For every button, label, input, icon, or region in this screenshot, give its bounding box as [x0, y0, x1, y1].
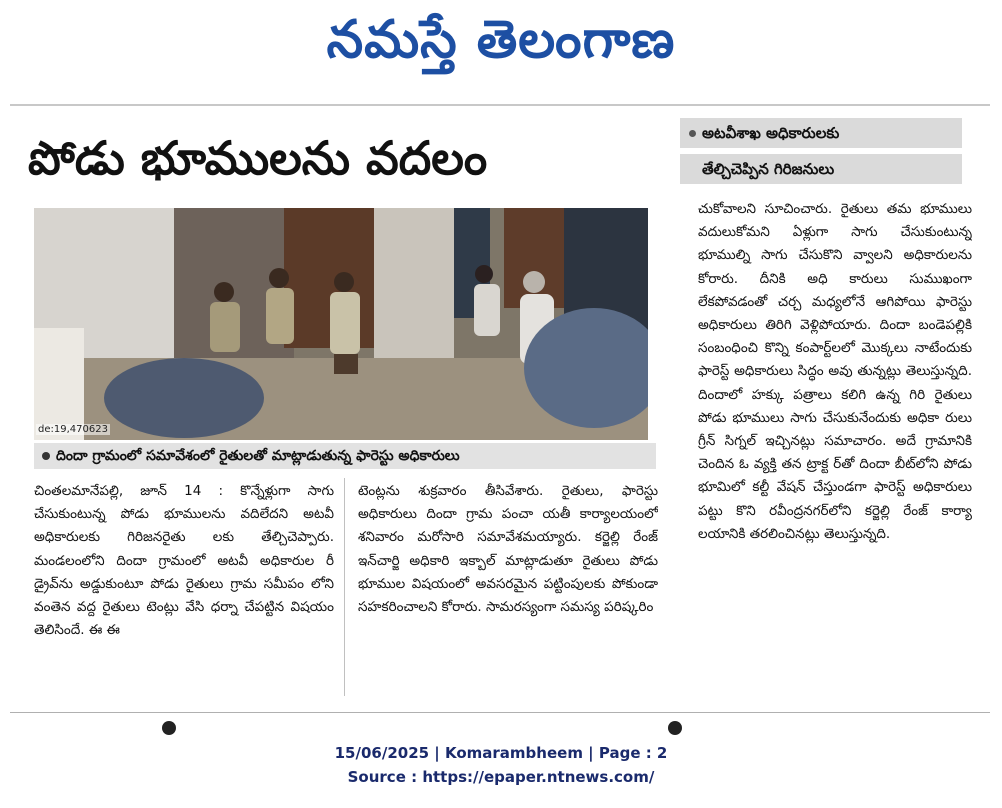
top-divider: [10, 104, 990, 106]
edition-info: 15/06/2025 | Komarambheem | Page : 2: [334, 744, 668, 762]
bullet-icon: [42, 452, 50, 460]
bottom-divider: [10, 712, 990, 713]
photo-id-code: de:19,470623: [38, 424, 108, 435]
subheadline-line-1: [680, 118, 962, 148]
column-3-text: చుకోవాలని సూచించారు. రైతులు తమ భూములు వదులుకోమని ఏళ్లుగా సాగు చేసుకుంటున్న భూముల్ని సాగు చేసుకొని వ్వాలని అధికారులను కోరారు. దీనికి అధి కారులు సుముఖంగా లేకపోవడంతో చర్చ మధ్యలోనే ఆగిపోయి ఫారెస్టు అధికారులు తిరిగి వెళ్లిపోయారు. దిందా బండెపల్లికి సంబంధించి కొన్ని కంపార్ట్‌లలో మొక్కలు నాటేందుకు ఫారెస్ట్ అధికారులు సిద్ధం అవు తున్నట్లు తెలుస్తున్నది. దిందాలో హక్కు పత్రాలు కలిగి ఉన్న గిరి రైతులు పోడు భూములు సాగు చేసుకునేందుకు అధికా రులు గ్రీన్ సిగ్నల్ ఇచ్చినట్లు సమాచారం. అదే గ్రామానికి చెందిన ఓ వ్యక్తి తన ట్రాక్ట ర్‌తో దిందా బీట్‌లోని పోడు భూమిలో కల్టీ వేషన్ చేస్తుండగా ఫారెస్ట్ అధికారులు పట్టు కొని రవీంద్రనగర్‌లోని కర్జెల్లి రేంజ్ కార్యా లయానికి తరలించినట్లు తెలుస్తున్నది.: [698, 201, 972, 542]
photo-illustration: [34, 208, 648, 440]
article-column-3: [698, 198, 972, 696]
column-2-text: టెంట్లను శుక్రవారం తీసివేశారు. రైతులు, ఫారెస్టు అధికారులు దిందా గ్రామ పంచా యతీ కార్యాలయంలో శనివారం మరోసారి సమావేశమయ్యారు. కర్జెల్లి రేంజ్ ఇన్‌చార్జి అధికారి ఇక్బాల్ మాట్లాడుతూ రైతులు పోడు భూముల విషయంలో అవసరమైన పట్టింపులకు పోకుండా సహకరించాలని కోరారు. సామరస్యంగా సమస్య పరిష్కరిం: [358, 483, 658, 616]
source-link[interactable]: Source : https://epaper.ntnews.com/: [347, 768, 655, 786]
caption-text: దిందా గ్రామంలో సమావేశంలో రైతులతో మాట్లాడుతున్న ఫారెస్టు అధికారులు: [56, 448, 460, 464]
subheadline-line-2: [680, 154, 962, 184]
article-column-1: [34, 480, 334, 700]
bullet-icon: [689, 130, 696, 137]
photo-caption: [34, 443, 656, 469]
subheadline-box: [680, 118, 962, 184]
subheadline-text-2: తేల్చిచెప్పిన గిరిజనులు: [702, 160, 835, 178]
newspaper-masthead: నమస్తే తెలంగాణ: [326, 10, 676, 70]
article-column-2: [358, 480, 658, 700]
column-divider: [344, 478, 345, 696]
news-photo: [34, 208, 648, 440]
column-1-text: చింతలమానేపల్లి, జూన్ 14 : కొన్నేళ్లుగా సాగు చేసుకుంటున్న పోడు భూములను వదిలేదని అటవీ అధికారులకు గిరిజనరైతు లకు తేల్చిచెప్పారు. మండలంలోని దిందా గ్రామంలో అటవీ అధికారుల రీ డ్రైవ్‌ను అడ్డుకుంటూ పోడు రైతులు గ్రామ సమీపం లోని వంతెన వద్ద రైతులు టెంట్లు వేసి ధర్నా చేపట్టిన విషయం తెలిసిందే. ఈ ఈ: [34, 483, 334, 639]
registration-mark-icon: [668, 721, 682, 735]
article-headline: పోడు భూములను వదలం: [28, 131, 488, 185]
registration-mark-icon: [162, 721, 176, 735]
subheadline-text-1: అటవీశాఖ అధికారులకు: [702, 124, 840, 142]
